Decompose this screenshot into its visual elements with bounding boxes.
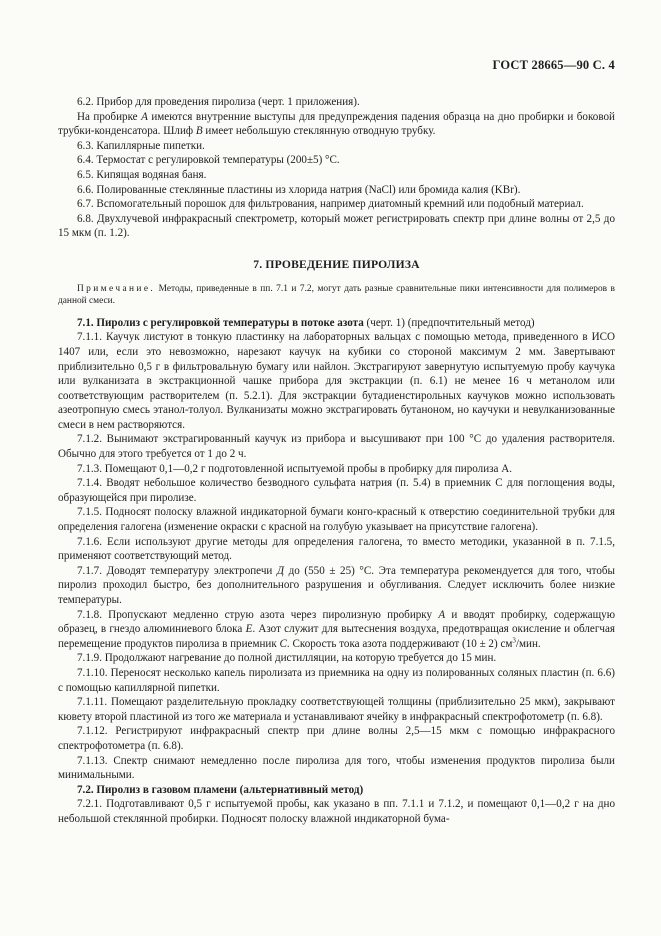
para-7-1-12: 7.1.12. Регистрируют инфракрасный спектр при длине волны 2,5—15 мкм с помощью инфракрасного спектрофотометра (п. 6.8). <box>58 725 615 752</box>
note <box>58 283 615 308</box>
note-text: Методы, приведенные в пп. 7.1 и 7.2, могут дать разные сравнительные пики интенсивности для полимеров в данной смеси. <box>58 283 615 307</box>
para-6-4: 6.4. Термостат с регулировкой температуры (200±5) °С. <box>77 154 340 167</box>
page-content <box>58 95 615 827</box>
text-run-italic: А <box>141 110 148 123</box>
subsection-7-1 <box>58 316 615 331</box>
para-6-8: 6.8. Двухлучевой инфракрасный спектрометр, который может регистрировать спектр при длине волны от 2,5 до 15 мкм (п. 1.2). <box>58 212 615 240</box>
text-run-italic: Д <box>276 564 285 577</box>
para-7-1-7 <box>58 564 615 608</box>
text-run: На пробирке <box>77 110 142 123</box>
subsection-7-2 <box>58 783 615 798</box>
para-6-6: 6.6. Полированные стеклянные пластины из хлорида натрия (NaCl) или бромида калия (KBr). <box>77 183 521 196</box>
para-7-1-13: 7.1.13. Спектр снимают немедленно после пиролиза для того, чтобы изменения продуктов пиролиза были минимальными. <box>58 754 615 782</box>
section-title: 7. ПРОВЕДЕНИЕ ПИРОЛИЗА <box>253 257 420 271</box>
subsection-title: 7.2. Пиролиз в газовом пламени (альтернативный метод) <box>77 783 364 796</box>
text-run: до (550 ± 25) °С. Эта температура рекомендуется для того, чтобы пиролиз проходил быстро, без дополнительного разрушения и обугливания. Следует исключить более низкие температуры. <box>58 564 615 606</box>
para-7-1-10: 7.1.10. Переносят несколько капель пиролизата из приемника на одну из полированных соляных пластин (п. 6.6) с помощью капиллярной пипетки. <box>58 666 615 694</box>
para-6-3: 6.3. Капиллярные пипетки. <box>77 139 205 152</box>
para-7-1-8 <box>58 608 615 652</box>
para-7-2-1: 7.2.1. Подготавливают 0,5 г испытуемой пробы, как указано в пп. 7.1.1 и 7.1.2, и помещают 0,1—0,2 г на дно небольшой стеклянной пробирки. Подносят полоску влажной индикаторной бума- <box>58 798 615 825</box>
subsection-title: 7.1. Пиролиз с регулировкой температуры в потоке азота <box>77 316 364 329</box>
subsection-rest: (черт. 1) (предпочтительный метод) <box>363 316 535 329</box>
text-run-italic: А <box>438 608 446 621</box>
text-run-italic: Е <box>245 623 253 636</box>
para-7-1-1: 7.1.1. Каучук листуют в тонкую пластинку на лабораторных вальцах с помощью метода, приведенного в ИСО 1407 или, если это невозможно, нарезают каучук на кубики со стороной максимум 2 мм. Завертывают приблизительно 0,5 г в фильтровальную бумагу или найлон. Экстрагируют завернутую испытуемую пробу каучука или вулканизата в экстракционной чашке прибора для экстракции (п. 6.1) не менее 16 ч метанолом или соответствующим растворителем (п. 5.2.1). Для экстракции бутадиенстирольных каучуков можно использовать азеотропную смесь этанол-толуол. Вулканизаты можно экстрагировать бутаноном, но каучуки и невулканизованные смеси в нем растворяются. <box>58 331 615 431</box>
para-6-2: 6.2. Прибор для проведения пиролиза (черт. 1 приложения). <box>77 96 360 108</box>
para-7-1-6: 7.1.6. Если используют другие методы для определения галогена, то вместо методики, указанной в п. 7.1.5, применяют соответствующий метод. <box>58 535 615 563</box>
superscript: 3 <box>512 636 516 645</box>
note-label: Примечание. <box>77 283 156 294</box>
para-7-1-5: 7.1.5. Подносят полоску влажной индикаторной бумаги конго-красный к отверстию соединительной трубки для определения галогена (изменение окраски с красной на голубую указывает на присутствие галогена). <box>58 506 615 534</box>
text-run: и вводят пробирку, содержащую образец, в гнездо алюминиевого блока <box>58 608 615 636</box>
para-7-1-4: 7.1.4. Вводят небольшое количество безводного сульфата натрия (п. 5.4) в приемник С для поглощения воды, образующейся при пиролизе. <box>58 477 615 504</box>
text-run: имеет небольшую стеклянную отводную трубку. <box>202 125 436 138</box>
text-run: . Скорость тока азота поддерживают (10 ± 2) см <box>286 637 513 650</box>
page-header: ГОСТ 28665—90 С. 4 <box>492 58 615 72</box>
text-run: 7.1.7. Доводят температуру электропечи <box>77 564 277 577</box>
para-7-1-2: 7.1.2. Вынимают экстрагированный каучук из прибора и высушивают при 100 °С до удаления растворителя. Обычно для этого требуется от 1 до 2 ч. <box>58 433 615 461</box>
para-7-1-11: 7.1.11. Помещают разделительную прокладку соответствующей толщины (приблизительно 25 мкм), закрывают кювету второй пластиной из того же материала и устанавливают ячейку в инфракрасный спектрофотометр (п. 6.8). <box>58 696 615 723</box>
text-run: 7.1.8. Пропускают медленно струю азота через пиролизную пробирку <box>77 608 439 621</box>
para-6-7: 6.7. Вспомогательный порошок для фильтрования, например диатомный кремний или подобный материал. <box>77 198 584 211</box>
para-6-2-b <box>58 110 615 139</box>
text-run: /мин. <box>515 637 541 650</box>
para-7-1-9: 7.1.9. Продолжают нагревание до полной дистилляции, на которую требуется до 15 мин. <box>77 652 497 665</box>
text-run-italic: С <box>279 637 287 650</box>
para-7-1-3: 7.1.3. Помещают 0,1—0,2 г подготовленной испытуемой пробы в пробирку для пиролиза А. <box>77 462 512 475</box>
text-run: имеются внутренние выступы для предупреждения падения образца на дно пробирки и боковой трубки-конденсатора. Шлиф <box>58 110 615 138</box>
text-run: . Азот служит для вытеснения воздуха, предотвращая окисление и облегчая перемещение продуктов пиролиза в приемник <box>58 623 615 650</box>
para-6-5: 6.5. Кипящая водяная баня. <box>77 168 207 181</box>
text-run-italic: В <box>195 125 203 138</box>
